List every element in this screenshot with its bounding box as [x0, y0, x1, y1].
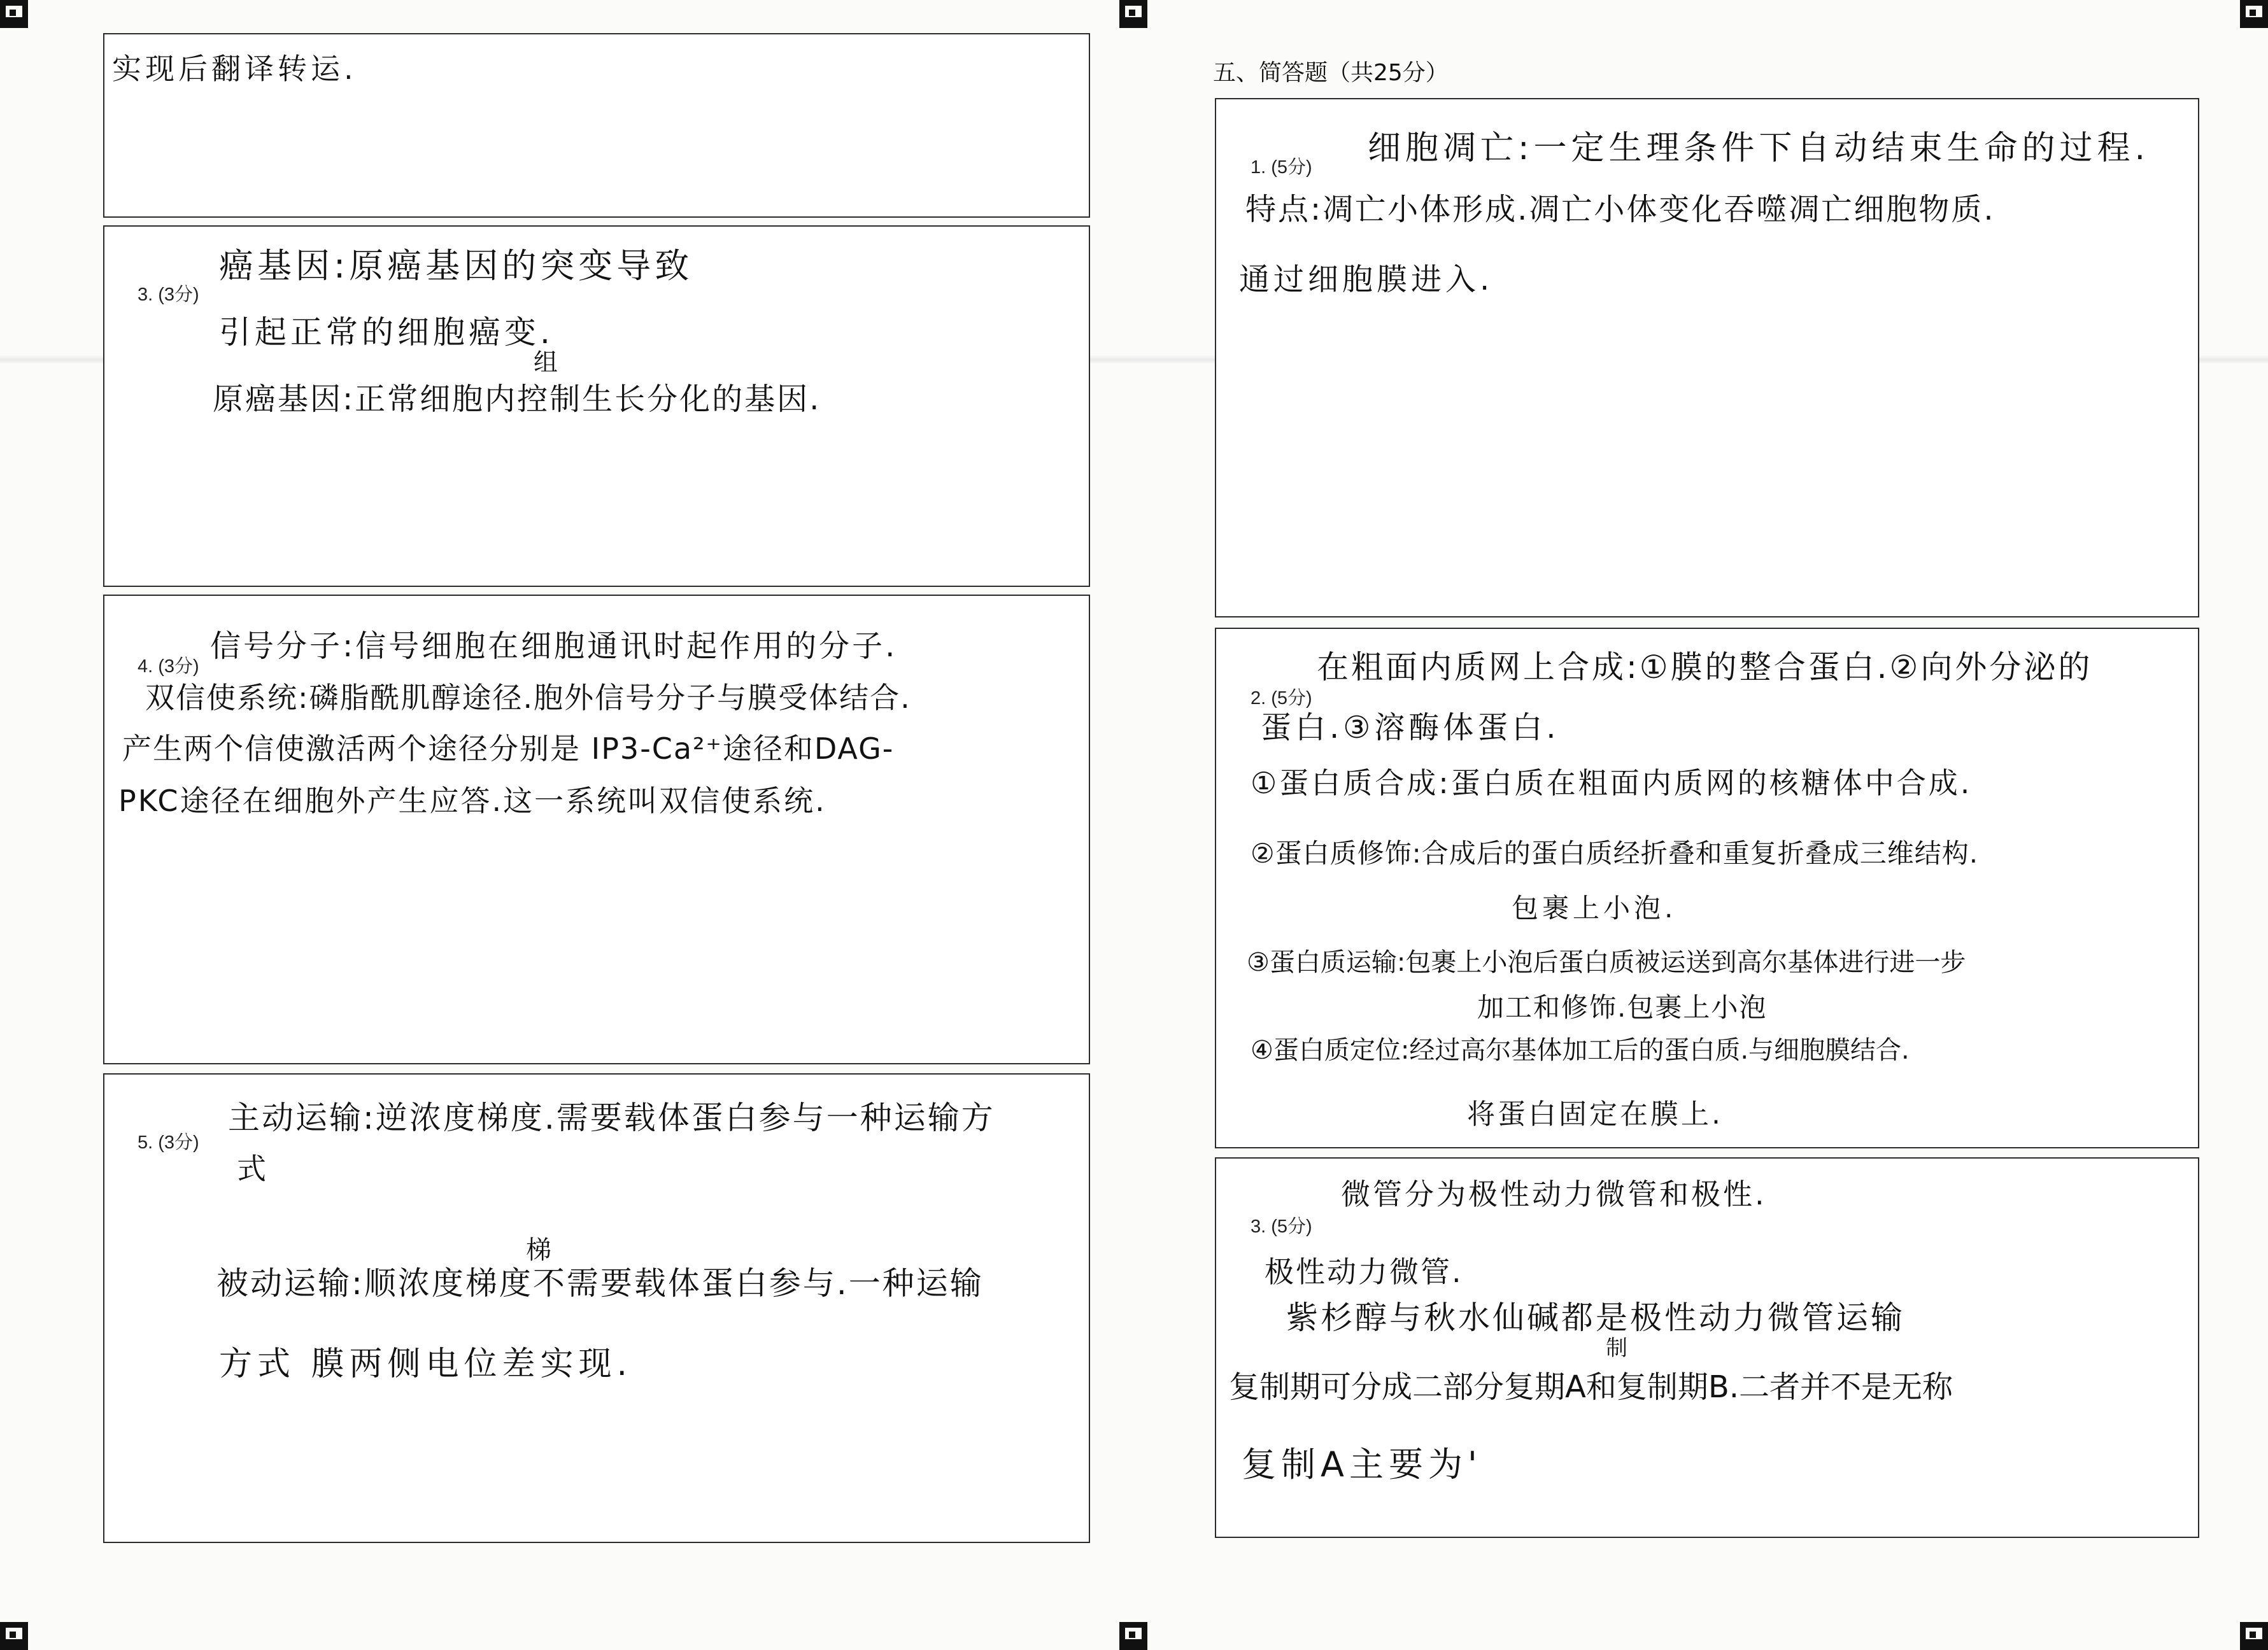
answer-q5-line3: 被动运输:顺浓度梯度不需要载体蛋白参与.一种运输 [216, 1265, 984, 1302]
answer-q3r-insert: 制 [1606, 1336, 1629, 1361]
answer-q5-line1: 主动运输:逆浓度梯度.需要载体蛋白参与一种运输方 [228, 1099, 995, 1136]
answer-q3r-line4: 复制期可分成二部分复期A和复制期B.二者并不是无称 [1229, 1369, 1953, 1405]
registration-marker-bottom-right [2240, 1622, 2268, 1650]
question-label-q2: 2. (5分) [1251, 688, 1312, 709]
answer-q2-line8: ④蛋白质定位:经过高尔基体加工后的蛋白质.与细胞膜结合. [1251, 1036, 1910, 1065]
answer-q3-insert: 组 [534, 348, 560, 376]
answer-q3r-line2: 极性动力微管. [1265, 1255, 1463, 1289]
registration-marker-top-left [0, 0, 28, 28]
answer-q3r-line1: 微管分为极性动力微管和极性. [1341, 1177, 1767, 1211]
answer-q2-line2: 蛋白.③溶酶体蛋白. [1261, 710, 1560, 745]
answer-q2-line7: 加工和修饰.包裹上小泡 [1477, 992, 1768, 1023]
answer-q1-line2: 特点:凋亡小体形成.凋亡小体变化吞噬凋亡细胞物质. [1245, 192, 1995, 227]
section-title: 五、简答题（共25分） [1213, 60, 1449, 86]
answer-q2-tail-line1: 实现后翻译转运. [112, 52, 357, 86]
registration-marker-top-right [2240, 0, 2268, 28]
answer-q3r-line5: 复制A主要为' [1242, 1444, 1482, 1484]
registration-marker-bottom-center [1119, 1622, 1147, 1650]
answer-q2-line9: 将蛋白固定在膜上. [1467, 1098, 1723, 1131]
answer-q5-line2: 式 [237, 1152, 270, 1186]
answer-q1-line1: 细胞凋亡:一定生理条件下自动结束生命的过程. [1368, 129, 2150, 167]
answer-q5-line4: 方式 膜两侧电位差实现. [219, 1345, 633, 1383]
answer-q3-line3: 原癌基因:正常细胞内控制生长分化的基因. [213, 381, 821, 417]
question-label-q4: 4. (3分) [138, 656, 199, 677]
registration-marker-top-center [1119, 0, 1147, 28]
answer-q2-line6: ③蛋白质运输:包裹上小泡后蛋白质被运送到高尔基体进行进一步 [1247, 948, 1966, 977]
answer-box-q5 [103, 1073, 1090, 1543]
answer-q1-line3: 通过细胞膜进入. [1239, 262, 1494, 297]
answer-q4-line4: PKC途径在细胞外产生应答.这一系统叫双信使系统. [118, 784, 826, 818]
question-label-q3: 3. (3分) [138, 285, 199, 305]
answer-q2-line5: 包裹上小泡. [1512, 892, 1677, 924]
question-label-q1: 1. (5分) [1251, 157, 1312, 178]
answer-q3-line1: 癌基因:原癌基因的突变导致 [219, 246, 693, 286]
answer-q2-line4: ②蛋白质修饰:合成后的蛋白质经折叠和重复折叠成三维结构. [1251, 838, 1979, 869]
answer-q3r-line3: 紫杉醇与秋水仙碱都是极性动力微管运输 [1286, 1299, 1905, 1336]
question-label-q3-right: 3. (5分) [1251, 1216, 1312, 1237]
answer-q3-line2: 引起正常的细胞癌变. [219, 314, 554, 351]
answer-q2-line3: ①蛋白质合成:蛋白质在粗面内质网的核糖体中合成. [1251, 766, 1973, 800]
answer-q4-line3: 产生两个信使激活两个途径分别是 IP3-Ca²⁺途径和DAG- [122, 731, 895, 766]
answer-q5-insert: 梯 [526, 1236, 553, 1265]
registration-marker-bottom-left [0, 1622, 28, 1650]
answer-q4-line1: 信号分子:信号细胞在细胞通讯时起作用的分子. [210, 628, 898, 664]
answer-q4-line2: 双信使系统:磷脂酰肌醇途径.胞外信号分子与膜受体结合. [145, 680, 911, 715]
answer-q2-line1: 在粗面内质网上合成:①膜的整合蛋白.②向外分泌的 [1317, 649, 2093, 686]
question-label-q5: 5. (3分) [138, 1132, 199, 1153]
answer-box-q1 [1215, 98, 2199, 617]
